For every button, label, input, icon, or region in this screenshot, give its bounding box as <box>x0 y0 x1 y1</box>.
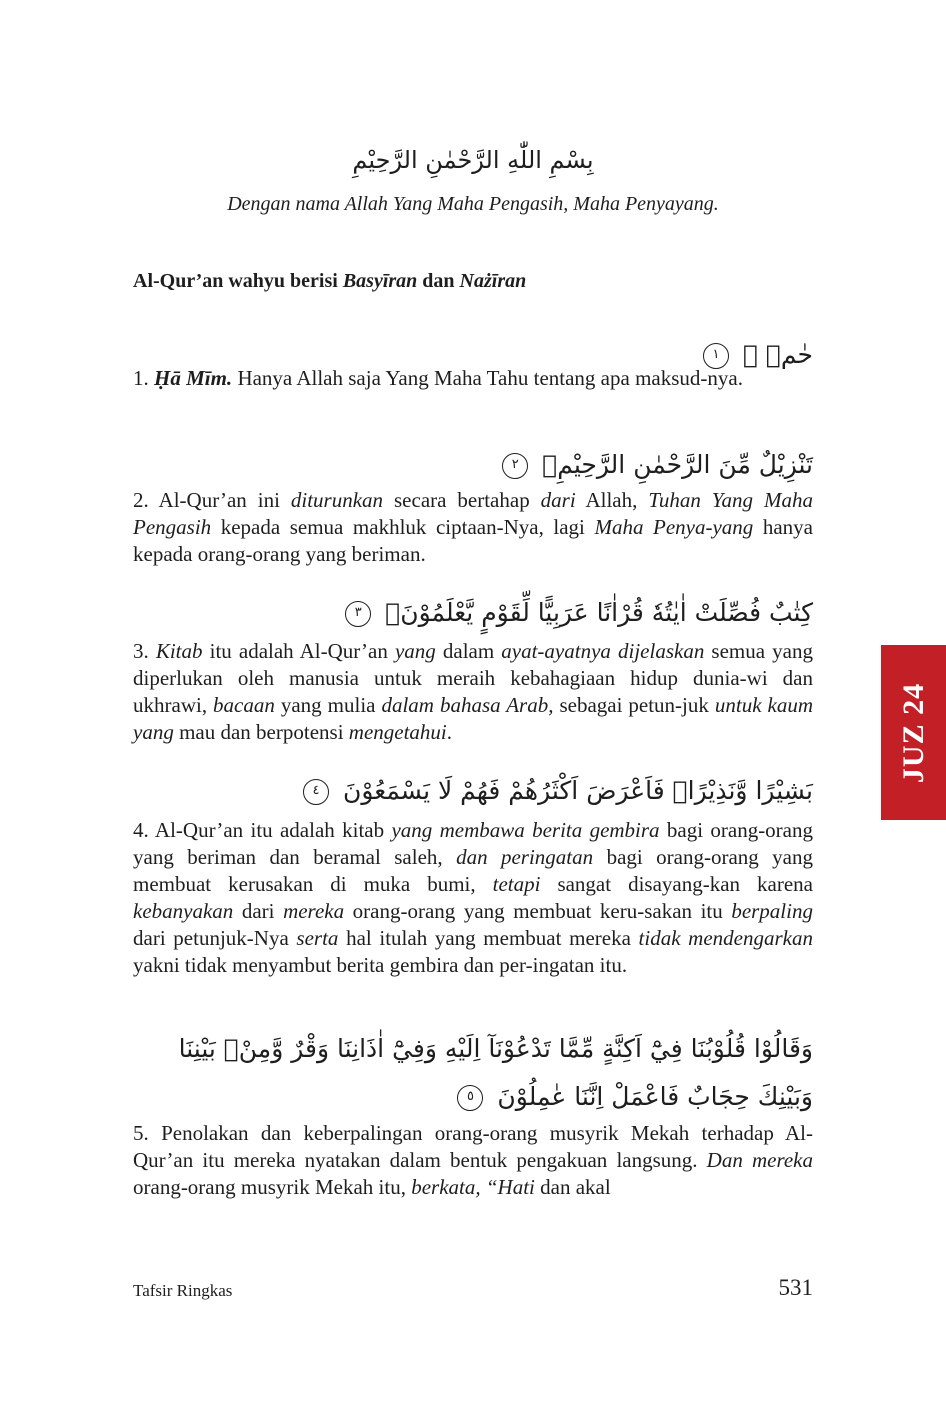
verse-4-text-run: tidak mendengarkan <box>638 926 813 950</box>
verse-4-text-run: dari <box>233 899 284 923</box>
verse-5-number-marker: ٥ <box>457 1085 483 1111</box>
verse-4-text-run: dan peringatan <box>456 845 594 869</box>
verse-4-text-run: berpaling <box>731 899 813 923</box>
verse-3-text-run: yang mulia <box>274 693 382 717</box>
verse-2-text-run: Allah, <box>575 488 649 512</box>
juz-side-tab <box>881 645 946 820</box>
footer-page-number: 531 <box>778 1275 813 1300</box>
verse-3-arabic-text: كِتٰبٌ فُصِّلَتْ اٰيٰتُهٗ قُرْاٰنًا عَرَبِيًّا لِّقَوْمٍ يَّعْلَمُوْنَۙ <box>385 598 813 627</box>
verse-4-text-run: dari petunjuk-Nya <box>133 926 297 950</box>
verse-2-text-run: diturunkan <box>290 488 384 512</box>
verse-3-text-run: semua yang diperlukan oleh manusia untuk meraih kebahagiaan hidup dunia-wi dan ukhrawi, <box>133 639 813 717</box>
verse-2-text-run: secara bertahap <box>383 488 541 512</box>
verse-1-text-run: Ḥā Mīm. <box>154 366 233 390</box>
verse-3-text-run: sebagai petun-juk <box>553 693 715 717</box>
verse-2-arabic-text: تَنْزِيْلٌ مِّنَ الرَّحْمٰنِ الرَّحِيْمِۚ <box>542 450 813 479</box>
verse-1-number-marker: ١ <box>703 343 729 369</box>
verse-1-text-run: 1. <box>133 366 154 390</box>
verse-5-text-run: berkata, “Hati <box>411 1175 535 1199</box>
verse-3-text-run: untuk kaum yang <box>133 693 813 744</box>
verse-4-text-run: tetapi <box>492 872 541 896</box>
verse-2-translation <box>133 487 813 568</box>
verse-4-text-run: yang membawa berita gembira <box>391 818 660 842</box>
verse-4-arabic-text: بَشِيْرًا وَّنَذِيْرًاۚ فَاَعْرَضَ اَكْثَرُهُمْ فَهُمْ لَا يَسْمَعُوْنَ <box>342 776 813 805</box>
verse-5-translation <box>133 1120 813 1201</box>
verse-4-text-run: bagi orang-orang yang membuat kerusakan di muka bumi, <box>133 845 814 896</box>
verse-3-text-run: itu adalah Al-Qur’an <box>202 639 395 663</box>
verse-3-arabic <box>133 588 813 638</box>
verse-1-arabic-text: حٰمۤ ۚ <box>742 340 813 369</box>
verse-3-text-run: 3. <box>133 639 156 663</box>
verse-3-text-run: Kitab <box>155 639 203 663</box>
verse-2-text-run: 2. Al-Qur’an ini <box>133 488 291 512</box>
verse-5-text-run: orang-orang musyrik Mekah itu, <box>133 1175 412 1199</box>
verse-4-text-run: kebanyakan <box>133 899 234 923</box>
basmala-translation: Dengan nama Allah Yang Maha Pengasih, Maha Penyayang. <box>227 193 719 215</box>
verse-3-number-marker: ٣ <box>345 601 371 627</box>
verse-3-text-run: mengetahui <box>348 720 447 744</box>
verse-3-text-run: dalam bahasa Arab, <box>381 693 554 717</box>
verse-4-text-run: 4. Al-Qur’an itu adalah kitab <box>133 818 392 842</box>
heading-term-basyiran: Basyīran <box>342 270 418 292</box>
verse-5-arabic-text: وَقَالُوْا قُلُوْبُنَا فِيْٓ اَكِنَّةٍ مِّمَّا تَدْعُوْنَآ اِلَيْهِ وَفِيْٓ اٰذَانِنَا وَقْرٌ وَّمِنْۢ بَيْنِنَا وَبَيْنِكَ حِجَابٌ فَاعْمَلْ اِنَّنَا عٰمِلُوْنَ <box>178 1034 813 1111</box>
verse-2-arabic <box>133 440 813 490</box>
verse-2-text-run: kepada semua makhluk ciptaan-Nya, lagi <box>211 515 595 539</box>
verse-4-translation <box>133 817 813 979</box>
heading-conjunction: dan <box>417 270 460 292</box>
verse-1-translation <box>133 365 813 392</box>
section-heading <box>133 266 813 296</box>
basmala-arabic: بِسْمِ اللّٰهِ الرَّحْمٰنِ الرَّحِيْمِ <box>352 146 594 174</box>
verse-5-text-run: 5. Penolakan dan keberpalingan orang-orang musyrik Mekah terhadap Al-Qur’an itu mereka nyatakan dalam bentuk pengakuan langsung. <box>133 1121 813 1172</box>
verse-4-text-run: yakni tidak menyambut berita gembira dan per-ingatan itu. <box>133 953 628 977</box>
verse-3-text-run: dalam <box>435 639 502 663</box>
verse-3-text-run: . <box>446 720 453 744</box>
juz-label: JUZ 24 <box>896 682 930 783</box>
verse-4-text-run: serta <box>296 926 339 950</box>
verse-4-number-marker: ٤ <box>303 779 329 805</box>
verse-3-text-run: yang <box>394 639 436 663</box>
heading-term-naziran: Nażīran <box>459 270 527 292</box>
verse-4-arabic <box>133 766 813 816</box>
verse-2-text-run: dari <box>540 488 576 512</box>
verse-5-arabic <box>133 1025 813 1121</box>
verse-2-text-run: Tuhan Yang Maha Pengasih <box>133 488 813 539</box>
verse-2-text-run: Maha Penya-yang <box>594 515 754 539</box>
footer-book-title: Tafsir Ringkas <box>133 1281 233 1300</box>
verse-3-translation <box>133 638 813 746</box>
verse-4-text-run: bagi orang-orang yang beriman dan beramal saleh, <box>133 818 813 869</box>
verse-4-text-run: mereka <box>283 899 345 923</box>
verse-2-text-run: hanya kepada orang-orang yang beriman. <box>133 515 813 566</box>
verse-5-text-run: dan akal <box>534 1175 611 1199</box>
verse-5-text-run: Dan mereka <box>706 1148 814 1172</box>
verse-4-text-run: sangat disayang-kan karena <box>540 872 813 896</box>
verse-3-text-run: mau dan berpotensi <box>173 720 349 744</box>
verse-1-text-run: Hanya Allah saja Yang Maha Tahu tentang apa maksud-nya. <box>232 366 743 390</box>
verse-3-text-run: bacaan <box>213 693 275 717</box>
heading-prefix: Al-Qur’an wahyu berisi <box>133 270 343 292</box>
verse-3-text-run: ayat-ayatnya dijelaskan <box>501 639 705 663</box>
verse-4-text-run: hal itulah yang membuat mereka <box>338 926 639 950</box>
verse-4-text-run: orang-orang yang membuat keru-sakan itu <box>344 899 732 923</box>
verse-2-number-marker: ٢ <box>502 453 528 479</box>
